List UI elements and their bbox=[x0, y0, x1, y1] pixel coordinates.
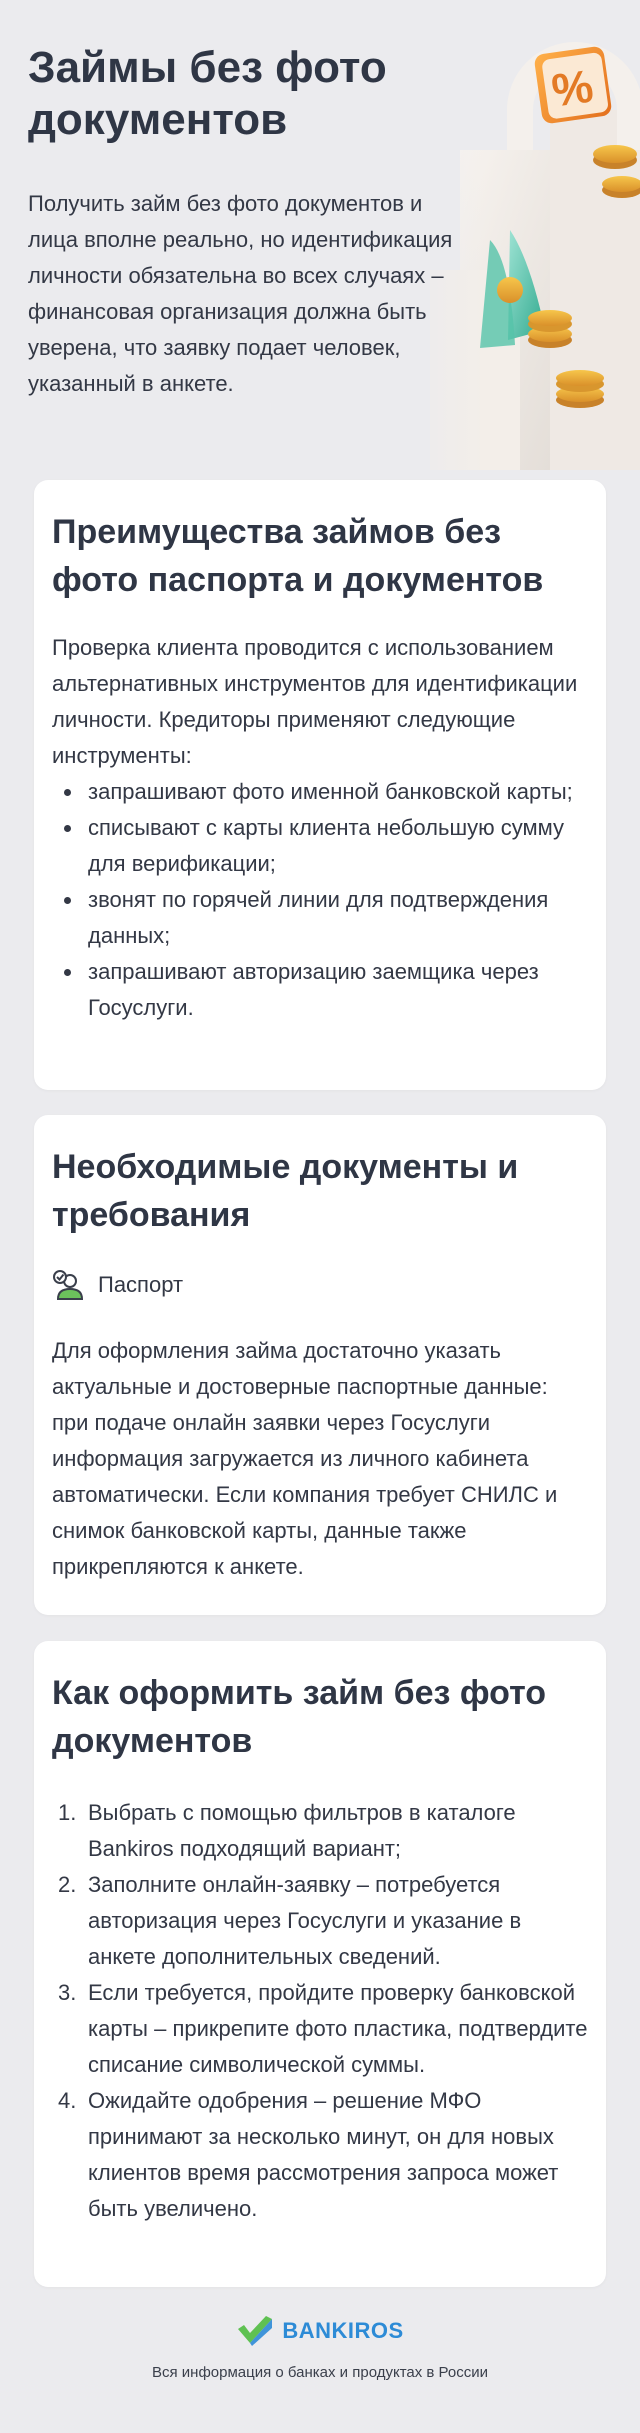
documents-title: Необходимые документы и требования bbox=[52, 1148, 519, 1234]
list-item: звонят по горячей линии для подтверждения данных; bbox=[52, 882, 588, 954]
advantages-title: Преимущества займов без фото паспорта и документов bbox=[52, 513, 544, 599]
advantages-card bbox=[34, 480, 606, 1090]
page-title: Займы без фото документов bbox=[28, 43, 387, 144]
list-item: 3. Если требуется, пройдите проверку банковской карты – прикрепите фото пластика, подтвердите списание символической суммы. bbox=[58, 1980, 588, 2077]
advantages-list bbox=[52, 774, 588, 1026]
howto-title: Как оформить займ без фото документов bbox=[52, 1674, 547, 1760]
bankiros-check-logo-icon bbox=[236, 2316, 274, 2346]
list-item: запрашивают фото именной банковской карты; bbox=[52, 774, 588, 810]
advantages-intro: Проверка клиента проводится с использованием альтернативных инструментов для идентификации личности. Кредиторы применяют следующие инструменты: bbox=[52, 635, 578, 768]
footer bbox=[0, 2316, 640, 2381]
list-item: списывают с карты клиента небольшую сумму для верификации; bbox=[52, 810, 588, 882]
howto-card bbox=[34, 1641, 606, 2287]
list-item: 1. Выбрать с помощью фильтров в каталоге Bankiros подходящий вариант; bbox=[58, 1800, 516, 1861]
passport-requirement bbox=[52, 1267, 588, 1303]
documents-card bbox=[34, 1115, 606, 1615]
documents-text: Для оформления займа достаточно указать актуальные и достоверные паспортные данные: при подаче онлайн заявки через Госуслуги информация загружается из личного кабинета автоматически. Если компания требует СНИЛС и снимок банковской карты, данные также прикрепляются к анкете. bbox=[52, 1338, 558, 1579]
list-item: 4. Ожидайте одобрения – решение МФО принимают за несколько минут, он для новых клиентов время рассмотрения запроса может быть увеличено. bbox=[58, 2088, 559, 2221]
passport-label: Паспорт bbox=[98, 1272, 184, 1297]
bankiros-logo[interactable] bbox=[0, 2316, 640, 2346]
footer-subtitle: Вся информация о банках и продуктах в России bbox=[152, 2364, 488, 2381]
logo-text: BANKIROS bbox=[282, 2318, 404, 2343]
list-item: запрашивают авторизацию заемщика через Госуслуги. bbox=[52, 954, 588, 1026]
hero-description: Получить займ без фото документов и лица вполне реально, но идентификация личности обязательна во всех случаях – финансовая организация должна быть уверена, что заявку подает человек, указанный в анкете. bbox=[28, 191, 453, 396]
user-check-icon bbox=[52, 1267, 88, 1303]
list-item: 2. Заполните онлайн-заявку – потребуется авторизация через Госуслуги и указание в анкете дополнительных сведений. bbox=[58, 1872, 522, 1969]
hero-section bbox=[0, 0, 640, 470]
howto-steps bbox=[52, 1795, 588, 2227]
